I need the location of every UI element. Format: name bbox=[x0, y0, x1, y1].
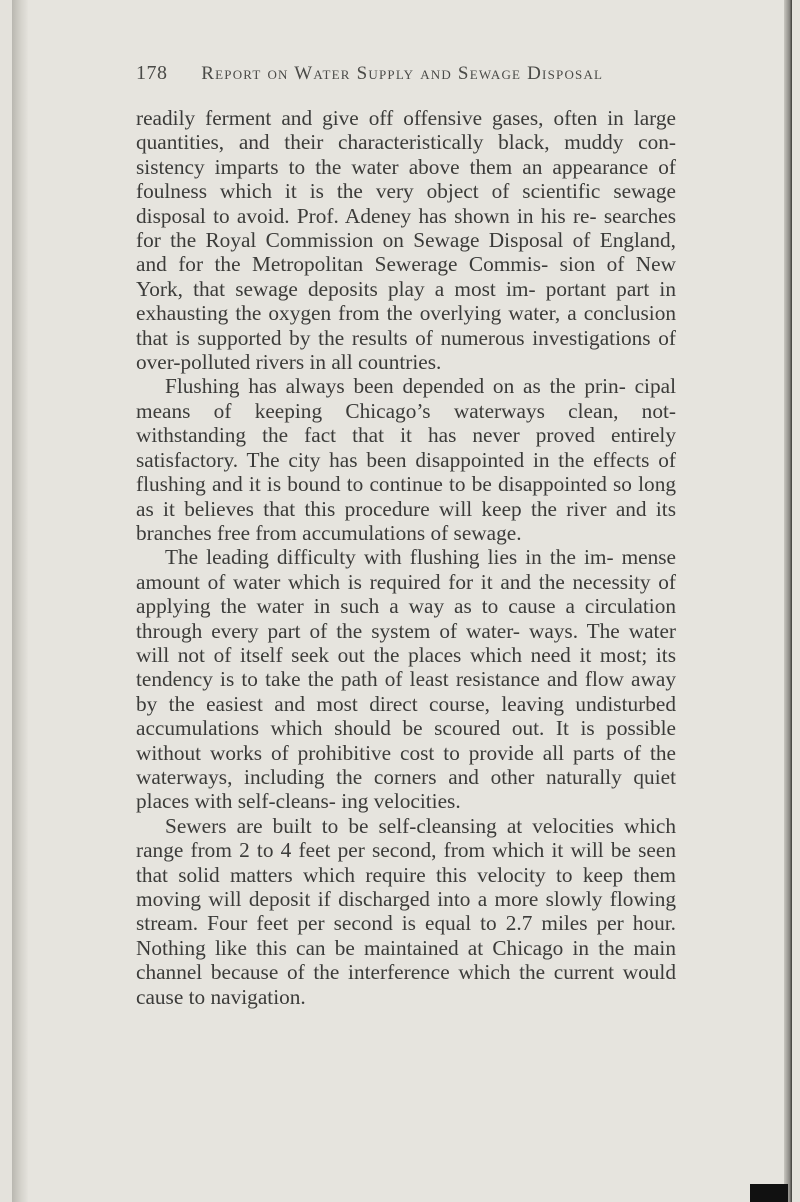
paragraph-sewers: Sewers are built to be self-cleansing at velocities which range from 2 to 4 feet per second, from which it will be seen that solid matters which require this velocity to keep them moving will deposit if discharged into a more slowly flowing stream. Four feet per second is equal to 2.7 miles per hour. Nothing like this can be maintained at Chicago in the main channel because of the interference which the current would cause to navigation. bbox=[136, 813, 676, 1009]
book-page bbox=[12, 0, 792, 1202]
paragraph-leading-difficulty: The leading difficulty with flushing lies in the im- mense amount of water which is required for it and the necessity of applying the water in such a way as to cause a circulation through every part of the system of water- ways. The water will not of itself seek out the places which need it most; its tendency is to take the path of least resistance and flow away by the easiest and most direct course, leaving undisturbed accumulations which should be scoured out. It is possible without works of prohibitive cost to provide all parts of the waterways, including the corners and other naturally quiet places with self-cleans- ing velocities. bbox=[136, 545, 676, 814]
body-text bbox=[136, 106, 676, 1009]
paragraph-flushing: Flushing has always been depended on as the prin- cipal means of keeping Chicago’s waterways clean, not- withstanding the fact that it has never proved entirely satisfactory. The city has been disappointed in the effects of flushing and it is bound to continue to be disappointed so long as it believes that this procedure will keep the river and its branches free from accumulations of sewage. bbox=[136, 374, 676, 545]
binding-shadow bbox=[12, 0, 28, 1202]
scan-corner-mark bbox=[750, 1184, 788, 1202]
page-header bbox=[136, 62, 696, 85]
page-number: 178 bbox=[136, 62, 168, 84]
paragraph-continued: readily ferment and give off offensive gases, often in large quantities, and their characteristically black, muddy con- sistency imparts to the water above them an appearance of foulness which it is the very object of scientific sewage disposal to avoid. Prof. Adeney has shown in his re- searches for the Royal Commission on Sewage Disposal of England, and for the Metropolitan Sewerage Commis- sion of New York, that sewage deposits play a most im- portant part in exhausting the oxygen from the overlying water, a conclusion that is supported by the results of numerous investigations of over-polluted rivers in all countries. bbox=[136, 106, 676, 375]
running-head: Report on Water Supply and Sewage Disposal bbox=[201, 63, 604, 84]
page-edge bbox=[784, 0, 792, 1202]
